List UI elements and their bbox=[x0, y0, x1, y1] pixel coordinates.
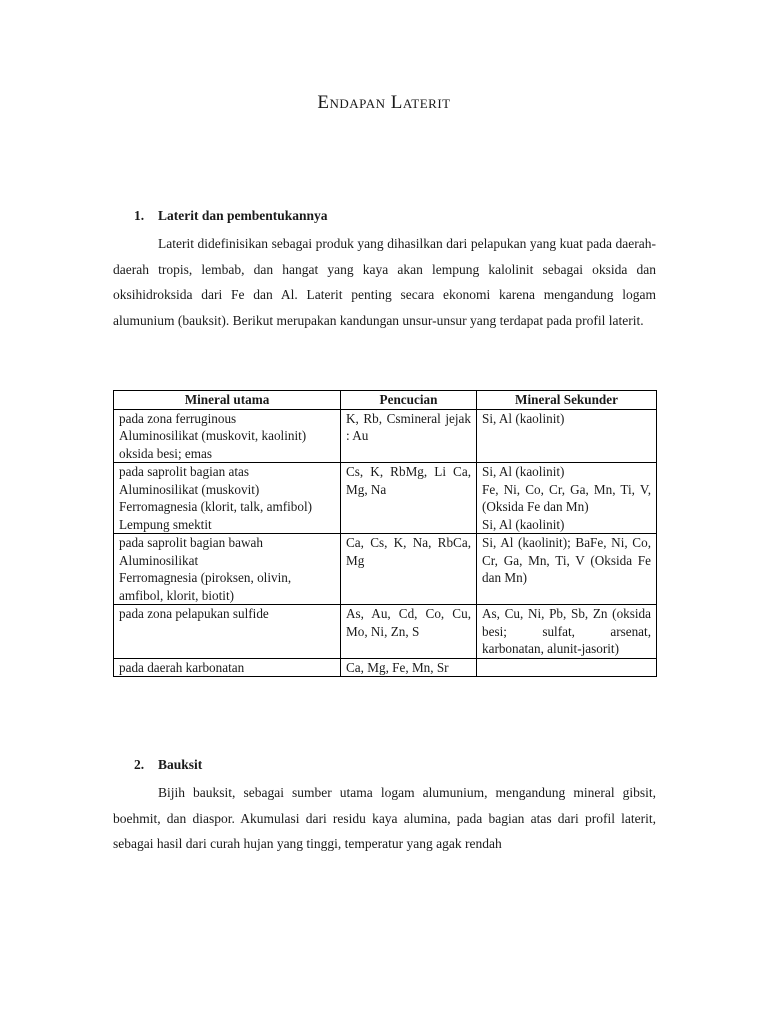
cell-line: Si, Al (kaolinit) bbox=[482, 410, 565, 426]
cell-pencucian: Ca, Mg, Fe, Mn, Sr bbox=[341, 658, 477, 677]
cell-line: oksida besi; emas bbox=[119, 445, 213, 461]
cell-line: Aluminosilikat (muskovit, kaolinit) bbox=[119, 428, 307, 443]
table-row bbox=[114, 658, 657, 677]
paragraph-bauksit: Bijih bauksit, sebagai sumber utama logam alumunium, mengandung mineral gibsit, boehmit, dan diaspor. Akumulasi dari residu kaya alumina, pada bagian atas dari profil laterit, sebagai hasil dari curah hujan yang tinggi, temperatur yang agak rendah bbox=[113, 785, 656, 851]
table-row bbox=[114, 409, 657, 463]
cell-mineral-utama bbox=[114, 534, 341, 605]
cell-line: Aluminosilikat bbox=[119, 552, 199, 568]
cell-line: Lempung smektit bbox=[119, 516, 212, 532]
table-row bbox=[114, 605, 657, 659]
cell-mineral-sekunder bbox=[477, 658, 657, 677]
cell-pencucian: K, Rb, Csmineral jejak : Au bbox=[341, 409, 477, 463]
mineral-table bbox=[113, 390, 657, 677]
cell-mineral-sekunder bbox=[477, 463, 657, 534]
table-header-row bbox=[114, 391, 657, 410]
cell-mineral-utama bbox=[114, 409, 341, 463]
cell-mineral-utama bbox=[114, 658, 341, 677]
section-title: Bauksit bbox=[158, 757, 203, 772]
section-number: 1. bbox=[134, 208, 145, 223]
header-mineral-utama: Mineral utama bbox=[114, 391, 341, 410]
cell-line: Si, Al (kaolinit) bbox=[482, 516, 565, 532]
section-number: 2. bbox=[134, 757, 145, 772]
cell-line: pada daerah karbonatan bbox=[119, 659, 245, 675]
cell-line: As, Cu, Ni, Pb, Sb, Zn (oksida besi; sulfat, arsenat, karbonatan, alunit-jasorit) bbox=[482, 606, 651, 656]
cell-mineral-utama bbox=[114, 605, 341, 659]
cell-pencucian: Ca, Cs, K, Na, RbCa, Mg bbox=[341, 534, 477, 605]
cell-pencucian: Cs, K, RbMg, Li Ca, Mg, Na bbox=[341, 463, 477, 534]
cell-line: pada zona ferruginous bbox=[119, 410, 237, 426]
cell-line: Ferromagnesia (piroksen, olivin, amfibol, klorit, biotit) bbox=[119, 570, 292, 603]
section-title: Laterit dan pembentukannya bbox=[158, 208, 328, 223]
cell-mineral-utama bbox=[114, 463, 341, 534]
section-heading-bauksit bbox=[134, 757, 202, 773]
cell-mineral-sekunder bbox=[477, 605, 657, 659]
cell-line: Si, Al (kaolinit) bbox=[482, 464, 565, 479]
section-heading-laterit bbox=[134, 208, 328, 224]
header-pencucian: Pencucian bbox=[341, 391, 477, 410]
cell-line: pada saprolit bagian bawah bbox=[119, 535, 263, 550]
cell-mineral-sekunder bbox=[477, 409, 657, 463]
table-row bbox=[114, 463, 657, 534]
cell-line: Aluminosilikat (muskovit) bbox=[119, 481, 260, 497]
page-title: Endapan Laterit bbox=[317, 92, 451, 113]
header-mineral-sekunder: Mineral Sekunder bbox=[477, 391, 657, 410]
table-row bbox=[114, 534, 657, 605]
cell-pencucian: As, Au, Cd, Co, Cu, Mo, Ni, Zn, S bbox=[341, 605, 477, 659]
cell-mineral-sekunder bbox=[477, 534, 657, 605]
cell-line: pada zona pelapukan sulfide bbox=[119, 606, 269, 621]
cell-line: Ferromagnesia (klorit, talk, amfibol) bbox=[119, 499, 312, 514]
paragraph-laterit: Laterit didefinisikan sebagai produk yang dihasilkan dari pelapukan yang kuat pada daerah-daerah tropis, lembab, dan hangat yang kaya akan lempung kalolinit sebagai oksida dan oksihidroksida dari Fe dan Al. Laterit penting secara ekonomi karena mengandung logam alumunium (bauksit). Berikut merupakan kandungan unsur-unsur yang terdapat pada profil laterit. bbox=[113, 236, 656, 328]
cell-line: pada saprolit bagian atas bbox=[119, 464, 249, 479]
cell-line: Fe, Ni, Co, Cr, Ga, Mn, Ti, V, (Oksida Fe dan Mn) bbox=[482, 481, 651, 514]
cell-line: Si, Al (kaolinit); BaFe, Ni, Co, Cr, Ga, Mn, Ti, V (Oksida Fe dan Mn) bbox=[482, 535, 651, 585]
